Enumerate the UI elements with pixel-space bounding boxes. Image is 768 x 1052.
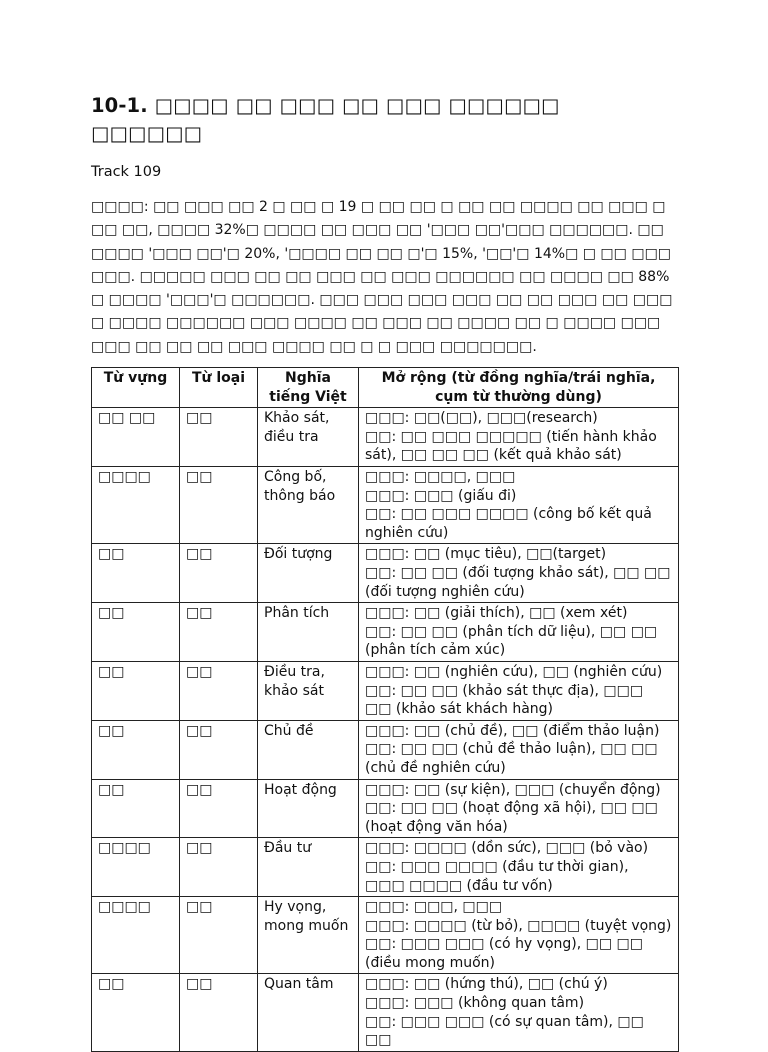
cell-expansion — [359, 467, 679, 544]
cell-pos: □□ — [180, 603, 258, 662]
expansion-line: □□□: □□ (chủ đề), □□ (điểm thảo luận) — [365, 722, 660, 739]
expansion-line: □□: □□ □□□ □□□□ (công bố kết quả nghiên cứu) — [365, 506, 652, 541]
expansion-line: □□: □□□ □□□ (có sự quan tâm), □□ □□ — [365, 1013, 644, 1049]
table-row — [92, 720, 679, 779]
expansion-line: □□: □□□ □□□ (có hy vọng), □□ □□ (điều mong muốn) — [365, 936, 644, 971]
table-header-row — [92, 368, 679, 408]
cell-expansion — [359, 544, 679, 603]
header-meaning: Nghĩa tiếng Việt — [258, 368, 359, 408]
cell-meaning: Hy vọng, mong muốn — [258, 897, 359, 974]
expansion-line: □□□: □□ (sự kiện), □□□ (chuyển động) — [365, 781, 661, 798]
track-label: Track 109 — [91, 164, 162, 180]
reading-paragraph: □□□□: □□ □□□ □□ 2 □ □□ □ 19 □ □□ □□ □ □□ □□ □□□□ □□ □□□ □□□ □□, □□□□ 32%□ □□□□ □□ □□□ □□ '□□□ □□'□□□ □□□□□□. □□□□□□ '□□□ □□'□ 20%, '□□□□ □□ □□ □'□ 15%, '□□'□ 14%□ □ □□ □□□□□□. □□□□□ □□□ □□ □□ □□□ □□ □□□ □□□□□□ □□ □□□□ □□ 88%□ □□□□ '□□□'□ □□□□□□. □□□ □□□ □□□ □□□ □□ □□ □□□ □□ □□□□ □□□□ □□□□□□ □□□ □□□□ □□ □□□ □□ □□□□ □□ □ □□□□ □□□ □□□ □□ □□ □□ □□□ □□□□ □□ □ □ □□□ □□□□□□□. — [91, 199, 673, 355]
expansion-line: □□□: □□□ (giấu đi) — [365, 487, 517, 504]
cell-word: □□□□ — [92, 897, 180, 974]
expansion-line: □□□: □□(□□), □□□(research) — [365, 410, 598, 427]
cell-pos: □□ — [180, 974, 258, 1051]
cell-meaning: Đối tượng — [258, 544, 359, 603]
table-row — [92, 661, 679, 720]
cell-pos: □□ — [180, 897, 258, 974]
cell-pos: □□ — [180, 408, 258, 467]
cell-meaning: Khảo sát, điều tra — [258, 408, 359, 467]
cell-meaning: Phân tích — [258, 603, 359, 662]
expansion-line: □□□: □□ (mục tiêu), □□(target) — [365, 546, 607, 563]
table-row — [92, 603, 679, 662]
expansion-line: □□□: □□□□ (từ bỏ), □□□□ (tuyệt vọng) — [365, 917, 672, 934]
cell-pos: □□ — [180, 661, 258, 720]
header-word: Từ vựng — [92, 368, 180, 408]
cell-meaning: Đầu tư — [258, 838, 359, 897]
table-body — [92, 408, 679, 1052]
cell-pos: □□ — [180, 779, 258, 838]
cell-meaning: Chủ đề — [258, 720, 359, 779]
vocabulary-table — [91, 367, 679, 1052]
expansion-line: □□□: □□ (hứng thú), □□ (chú ý) — [365, 976, 608, 993]
document-page — [91, 92, 677, 1052]
expansion-line: □□□: □□□, □□□ — [365, 899, 503, 916]
cell-expansion — [359, 408, 679, 467]
expansion-line: □□□: □□ (nghiên cứu), □□ (nghiên cứu) — [365, 663, 663, 680]
table-row — [92, 467, 679, 544]
cell-word: □□ — [92, 661, 180, 720]
cell-word: □□□□ — [92, 467, 180, 544]
cell-expansion — [359, 603, 679, 662]
cell-expansion — [359, 779, 679, 838]
cell-meaning: Công bố, thông báo — [258, 467, 359, 544]
cell-pos: □□ — [180, 544, 258, 603]
cell-meaning: Quan tâm — [258, 974, 359, 1051]
cell-word: □□ — [92, 603, 180, 662]
table-row — [92, 974, 679, 1051]
table-row — [92, 408, 679, 467]
cell-expansion — [359, 974, 679, 1051]
table-row — [92, 779, 679, 838]
expansion-line: □□: □□ □□□ □□□□□ (tiến hành khảo sát), □□ □□ □□ (kết quả khảo sát) — [365, 428, 657, 464]
cell-meaning: Điều tra, khảo sát — [258, 661, 359, 720]
expansion-line: □□: □□ □□ (hoạt động xã hội), □□ □□ (hoạt động văn hóa) — [365, 800, 658, 835]
cell-word: □□ — [92, 544, 180, 603]
cell-word: □□ — [92, 974, 180, 1051]
cell-expansion — [359, 720, 679, 779]
expansion-line: □□: □□ □□ (chủ đề thảo luận), □□ □□ (chủ đề nghiên cứu) — [365, 741, 658, 776]
cell-pos: □□ — [180, 720, 258, 779]
expansion-line: □□: □□ □□ (khảo sát thực địa), □□□ □□ (khảo sát khách hàng) — [365, 682, 644, 718]
expansion-line: □□: □□□ □□□□ (đầu tư thời gian), □□□ □□□□ (đầu tư vốn) — [365, 858, 629, 894]
table-row — [92, 897, 679, 974]
cell-pos: □□ — [180, 838, 258, 897]
cell-expansion — [359, 661, 679, 720]
cell-word: □□ □□ — [92, 408, 180, 467]
cell-expansion — [359, 897, 679, 974]
expansion-line: □□□: □□□□, □□□ — [365, 469, 516, 486]
cell-word: □□ — [92, 779, 180, 838]
cell-word: □□□□ — [92, 838, 180, 897]
expansion-line: □□□: □□□□ (dồn sức), □□□ (bỏ vào) — [365, 840, 649, 857]
page-title: 10-1. □□□□ □□ □□□ □□ □□□ □□□□□□ □□□□□□ — [91, 94, 560, 145]
table-row — [92, 544, 679, 603]
cell-word: □□ — [92, 720, 180, 779]
header-expansion: Mở rộng (từ đồng nghĩa/trái nghĩa, cụm từ thường dùng) — [359, 368, 679, 408]
cell-meaning: Hoạt động — [258, 779, 359, 838]
cell-expansion — [359, 838, 679, 897]
table-row — [92, 838, 679, 897]
expansion-line: □□□: □□□ (không quan tâm) — [365, 995, 585, 1012]
cell-pos: □□ — [180, 467, 258, 544]
header-pos: Từ loại — [180, 368, 258, 408]
expansion-line: □□: □□ □□ (đối tượng khảo sát), □□ □□ (đối tượng nghiên cứu) — [365, 565, 671, 600]
expansion-line: □□□: □□ (giải thích), □□ (xem xét) — [365, 605, 628, 622]
expansion-line: □□: □□ □□ (phân tích dữ liệu), □□ □□ (phân tích cảm xúc) — [365, 623, 658, 659]
